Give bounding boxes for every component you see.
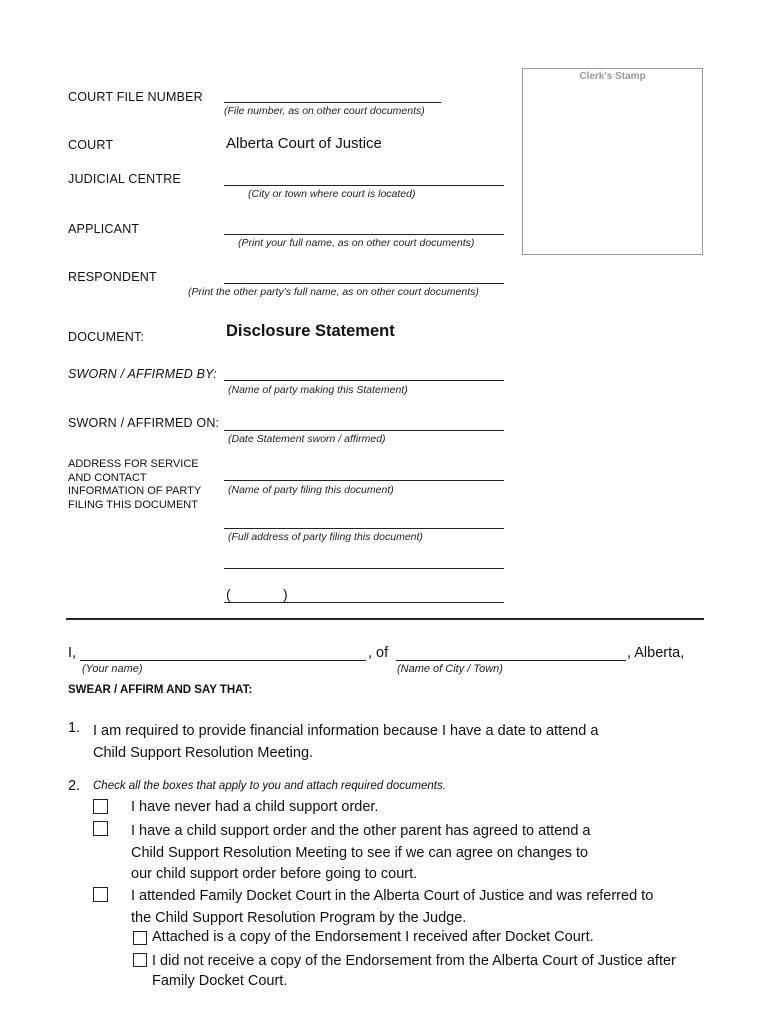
sub2-line: Family Docket Court. xyxy=(152,973,288,989)
your-name-field[interactable] xyxy=(80,660,366,661)
court-file-number-field[interactable] xyxy=(224,102,441,103)
court-label: COURT xyxy=(68,138,114,152)
applicant-hint: (Print your full name, as on other court documents) xyxy=(238,237,475,249)
address-label-line: ADDRESS FOR SERVICE xyxy=(68,458,199,470)
court-value: Alberta Court of Justice xyxy=(226,135,382,152)
oath-of-text: , of xyxy=(368,645,389,661)
item1-text xyxy=(93,720,598,764)
judicial-centre-field[interactable] xyxy=(224,185,504,186)
oath-alberta-text: , Alberta, xyxy=(627,645,685,661)
address-full-field[interactable] xyxy=(224,528,504,529)
judicial-centre-label: JUDICIAL CENTRE xyxy=(68,172,181,186)
address-label xyxy=(68,458,201,512)
sworn-on-field[interactable] xyxy=(224,430,504,431)
applicant-field[interactable] xyxy=(224,234,504,235)
clerks-stamp-box xyxy=(522,68,703,255)
respondent-label: RESPONDENT xyxy=(68,270,157,284)
no-endorsement-checkbox[interactable] xyxy=(133,953,147,967)
item1-line: Child Support Resolution Meeting. xyxy=(93,745,314,761)
item2-number: 2. xyxy=(68,778,81,794)
sub2-text xyxy=(152,951,676,991)
option2-line: Child Support Resolution Meeting to see if we can agree on changes to xyxy=(131,844,589,861)
address-label-line: FILING THIS DOCUMENT xyxy=(68,498,198,511)
has-order-checkbox[interactable] xyxy=(93,821,108,836)
sworn-on-label: SWORN / AFFIRMED ON: xyxy=(68,416,220,430)
option3-line: I attended Family Docket Court in the Alberta Court of Justice and was referred to xyxy=(131,888,654,904)
swear-affirm-heading: SWEAR / AFFIRM AND SAY THAT: xyxy=(68,684,253,696)
respondent-hint: (Print the other party's full name, as on other court documents) xyxy=(188,286,479,298)
option2-line: I have a child support order and the other parent has agreed to attend a xyxy=(131,823,591,839)
endorsement-attached-checkbox[interactable] xyxy=(133,931,147,945)
court-file-number-hint: (File number, as on other court documents) xyxy=(224,105,425,117)
oath-i-prefix: I, xyxy=(68,645,77,661)
your-name-hint: (Your name) xyxy=(82,663,143,675)
document-label: DOCUMENT: xyxy=(68,330,145,344)
item2-instruction: Check all the boxes that apply to you and attach required documents. xyxy=(93,780,446,792)
item1-number: 1. xyxy=(68,720,81,736)
city-field[interactable] xyxy=(396,660,626,661)
phone-field[interactable] xyxy=(224,602,504,603)
document-title: Disclosure Statement xyxy=(226,322,395,340)
address-name-field[interactable] xyxy=(224,480,504,481)
address-label-line: AND CONTACT xyxy=(68,471,147,484)
sworn-by-field[interactable] xyxy=(224,380,504,381)
option3-text xyxy=(131,886,653,929)
address-extra-field[interactable] xyxy=(224,568,504,569)
city-hint: (Name of City / Town) xyxy=(397,663,503,675)
court-file-number-label: COURT FILE NUMBER xyxy=(68,90,203,104)
never-had-order-checkbox[interactable] xyxy=(93,799,108,814)
sworn-by-hint: (Name of party making this Statement) xyxy=(228,384,408,396)
address-label-line: INFORMATION OF PARTY xyxy=(68,485,202,497)
docket-court-checkbox[interactable] xyxy=(93,887,108,902)
section-separator xyxy=(66,618,704,620)
sworn-by-label: SWORN / AFFIRMED BY: xyxy=(68,367,217,381)
address-full-hint: (Full address of party filing this document) xyxy=(228,531,423,543)
option2-line: our child support order before going to court. xyxy=(131,866,418,882)
sworn-on-hint: (Date Statement sworn / affirmed) xyxy=(228,433,386,445)
address-name-hint: (Name of party filing this document) xyxy=(228,484,394,496)
clerks-stamp-title: Clerk's Stamp xyxy=(579,71,646,82)
phone-open-paren: ( xyxy=(226,586,231,602)
respondent-field[interactable] xyxy=(224,283,504,284)
option2-text xyxy=(131,821,590,886)
judicial-centre-hint: (City or town where court is located) xyxy=(248,188,416,200)
option3-line: the Child Support Resolution Program by the Judge. xyxy=(131,909,467,926)
option1-text: I have never had a child support order. xyxy=(131,799,379,815)
applicant-label: APPLICANT xyxy=(68,222,140,236)
sub2-line: I did not receive a copy of the Endorsement from the Alberta Court of Justice after xyxy=(152,953,676,969)
sub1-text: Attached is a copy of the Endorsement I received after Docket Court. xyxy=(152,929,594,945)
phone-close-paren: ) xyxy=(283,586,288,602)
item1-line: I am required to provide financial information because I have a date to attend a xyxy=(93,723,599,739)
